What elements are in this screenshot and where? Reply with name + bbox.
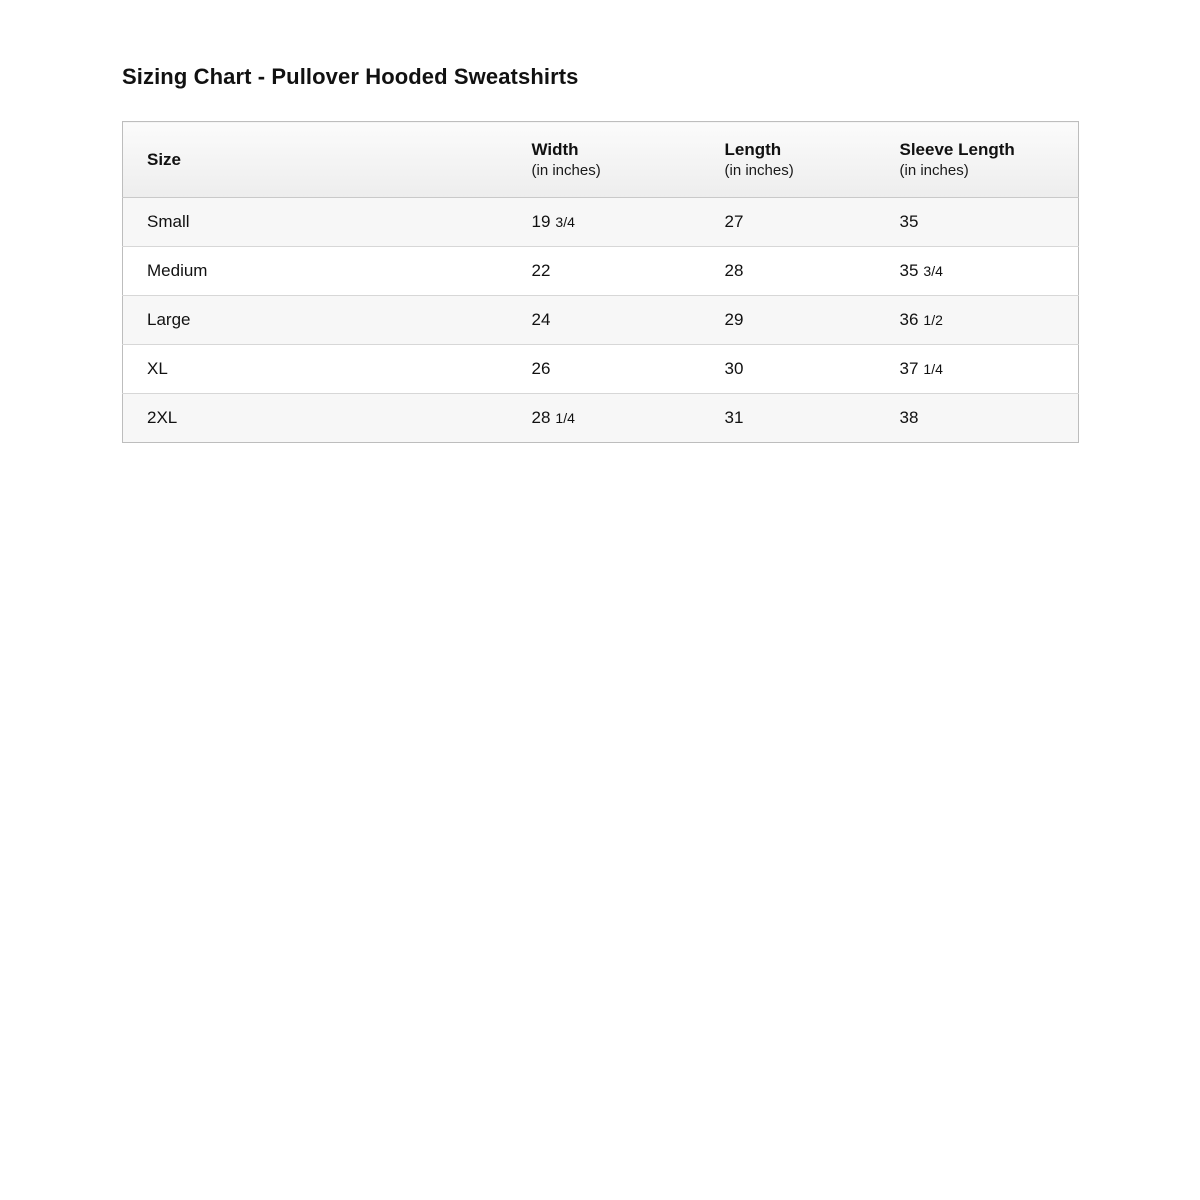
column-label-width: Width	[531, 139, 579, 159]
sleeve-length-value: 35	[899, 212, 919, 231]
table-row-xl	[123, 345, 1079, 394]
sleeve-length-cell	[876, 394, 1079, 443]
width-value: 22	[531, 261, 551, 280]
size-cell	[123, 345, 508, 394]
width-cell	[508, 247, 701, 296]
size-value: Large	[147, 310, 191, 329]
length-value: 29	[724, 310, 744, 329]
length-cell	[701, 198, 876, 247]
length-value: 30	[724, 359, 744, 378]
width-value: 24	[531, 310, 551, 329]
size-value: XL	[147, 359, 168, 378]
size-cell	[123, 198, 508, 247]
sleeve-length-cell	[876, 247, 1079, 296]
column-label-size: Size	[147, 149, 182, 169]
table-row-medium	[123, 247, 1079, 296]
width-value: 28	[531, 408, 551, 427]
column-label-sleeve-length: Sleeve Length	[899, 139, 1015, 159]
sleeve-length-value: 36	[899, 310, 919, 329]
sizing-table	[122, 121, 1079, 443]
table-row-2xl	[123, 394, 1079, 443]
size-value: Medium	[147, 261, 208, 280]
table-row-small	[123, 198, 1079, 247]
size-value: Small	[147, 212, 190, 231]
sleeve-length-value: 35	[899, 261, 919, 280]
width-cell	[508, 198, 701, 247]
sleeve-length-value: 37	[899, 359, 919, 378]
size-value: 2XL	[147, 408, 178, 427]
column-header-sleeve-length	[876, 122, 1079, 198]
width-cell	[508, 394, 701, 443]
width-cell	[508, 296, 701, 345]
sleeve-length-fraction: 1/4	[923, 361, 943, 377]
table-row-large	[123, 296, 1079, 345]
length-value: 27	[724, 212, 744, 231]
width-value: 19	[531, 212, 551, 231]
table-header-row	[123, 122, 1079, 198]
length-cell	[701, 394, 876, 443]
sleeve-length-value: 38	[899, 408, 919, 427]
column-sublabel-width: (in inches)	[531, 161, 601, 179]
column-header-size	[123, 122, 508, 198]
sleeve-length-fraction: 3/4	[923, 263, 943, 279]
column-sublabel-sleeve-length: (in inches)	[899, 161, 969, 179]
sleeve-length-cell	[876, 296, 1079, 345]
column-header-length	[701, 122, 876, 198]
width-fraction: 3/4	[555, 214, 575, 230]
width-cell	[508, 345, 701, 394]
length-cell	[701, 296, 876, 345]
column-label-length: Length	[724, 139, 782, 159]
size-cell	[123, 394, 508, 443]
width-fraction: 1/4	[555, 410, 575, 426]
size-cell	[123, 247, 508, 296]
length-value: 31	[724, 408, 744, 427]
page-title: Sizing Chart - Pullover Hooded Sweatshirts	[122, 64, 579, 89]
length-cell	[701, 345, 876, 394]
sleeve-length-cell	[876, 198, 1079, 247]
sleeve-length-fraction: 1/2	[923, 312, 943, 328]
length-value: 28	[724, 261, 744, 280]
length-cell	[701, 247, 876, 296]
column-sublabel-length: (in inches)	[724, 161, 794, 179]
size-cell	[123, 296, 508, 345]
sleeve-length-cell	[876, 345, 1079, 394]
column-header-width	[508, 122, 701, 198]
width-value: 26	[531, 359, 551, 378]
